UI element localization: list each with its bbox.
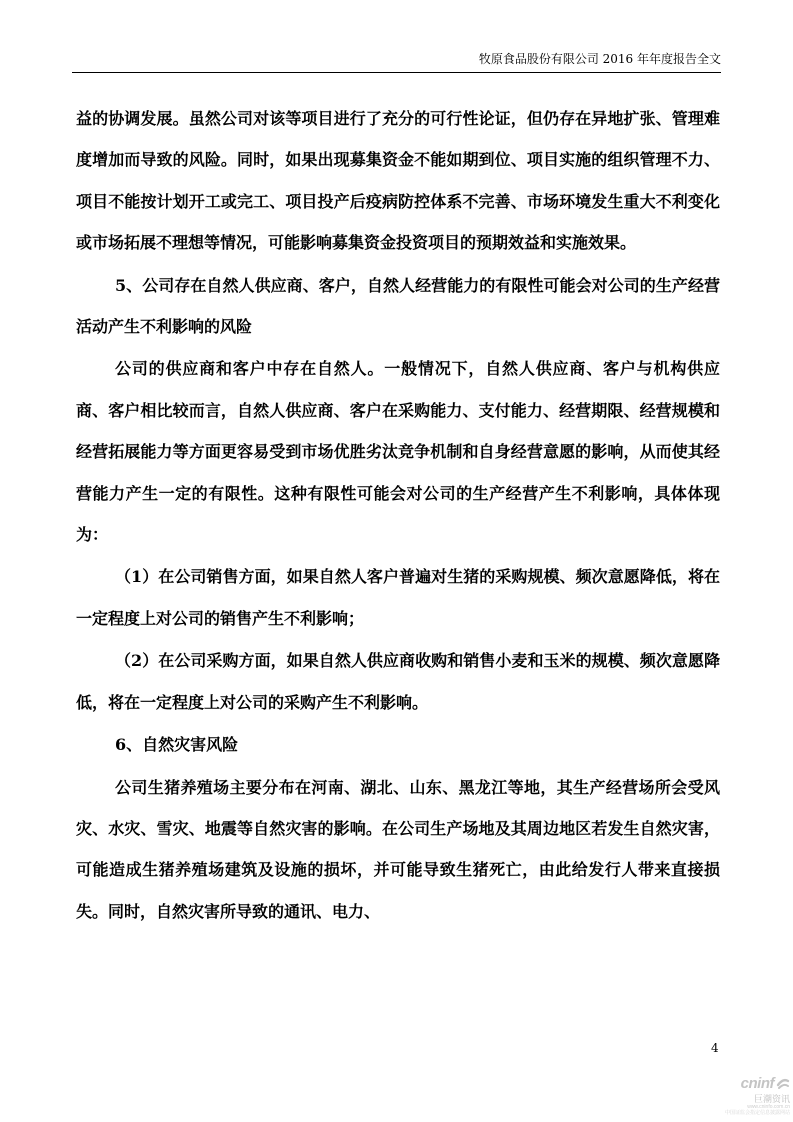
watermark-name: 巨潮资讯	[753, 1094, 790, 1104]
paragraph-continuation: 益的协调发展。虽然公司对该等项目进行了充分的可行性论证，但仍存在异地扩张、管理难度增加而导致的风险。同时，如果出现募集资金不能如期到位、项目实施的组织管理不力、项目不能按计划开工或完工、项目投产后疫病防控体系不完善、市场环境发生重大不利变化或市场拓展不理想等情况，可能影响募集资金投资项目的预期效益和实施效果。	[76, 109, 720, 253]
section-heading-5: 5、公司存在自然人供应商、客户，自然人经营能力的有限性可能会对公司的生产经营活动产生不利影响的风险	[76, 275, 720, 337]
page-header	[72, 50, 721, 73]
watermark-logo-text: cninf	[740, 1074, 774, 1092]
paragraph-natural-disasters: 公司生猪养殖场主要分布在河南、湖北、山东、黑龙江等地，其生产经营场所会受风灾、水灾、雪灾、地震等自然灾害的影响。在公司生产场地及其周边地区若发生自然灾害，可能造成生猪养殖场建筑及设施的损坏，并可能导致生猪死亡，由此给发行人带来直接损失。同时，自然灾害所导致的通讯、电力、	[76, 777, 720, 921]
report-title: 牧原食品股份有限公司 2016 年年度报告全文	[478, 52, 721, 66]
page-number: 4	[711, 1041, 719, 1055]
cninfo-logo-icon	[776, 1076, 790, 1090]
paragraph-natural-persons: 公司的供应商和客户中存在自然人。一般情况下，自然人供应商、客户与机构供应商、客户相比较而言，自然人供应商、客户在采购能力、支付能力、经营期限、经营规模和经营拓展能力等方面更容易受到市场优胜劣汰竞争机制和自身经营意愿的影响，从而使其经营能力产生一定的有限性。这种有限性可能会对公司的生产经营产生不利影响，具体体现为：	[76, 359, 720, 545]
watermark-url: www.cninfo.com.cn	[747, 1104, 790, 1110]
section-heading-6: 6、自然灾害风险	[115, 735, 239, 755]
list-item-sales: （1）在公司销售方面，如果自然人客户普遍对生猪的采购规模、频次意愿降低，将在一定程度上对公司的销售产生不利影响；	[76, 567, 720, 628]
document-body	[76, 98, 720, 932]
watermark-org: 中国证监会指定信息披露网站	[724, 1110, 790, 1116]
cninfo-watermark	[704, 1072, 790, 1118]
list-item-purchasing: （2）在公司采购方面，如果自然人供应商收购和销售小麦和玉米的规模、频次意愿降低，将在一定程度上对公司的采购产生不利影响。	[76, 651, 720, 712]
